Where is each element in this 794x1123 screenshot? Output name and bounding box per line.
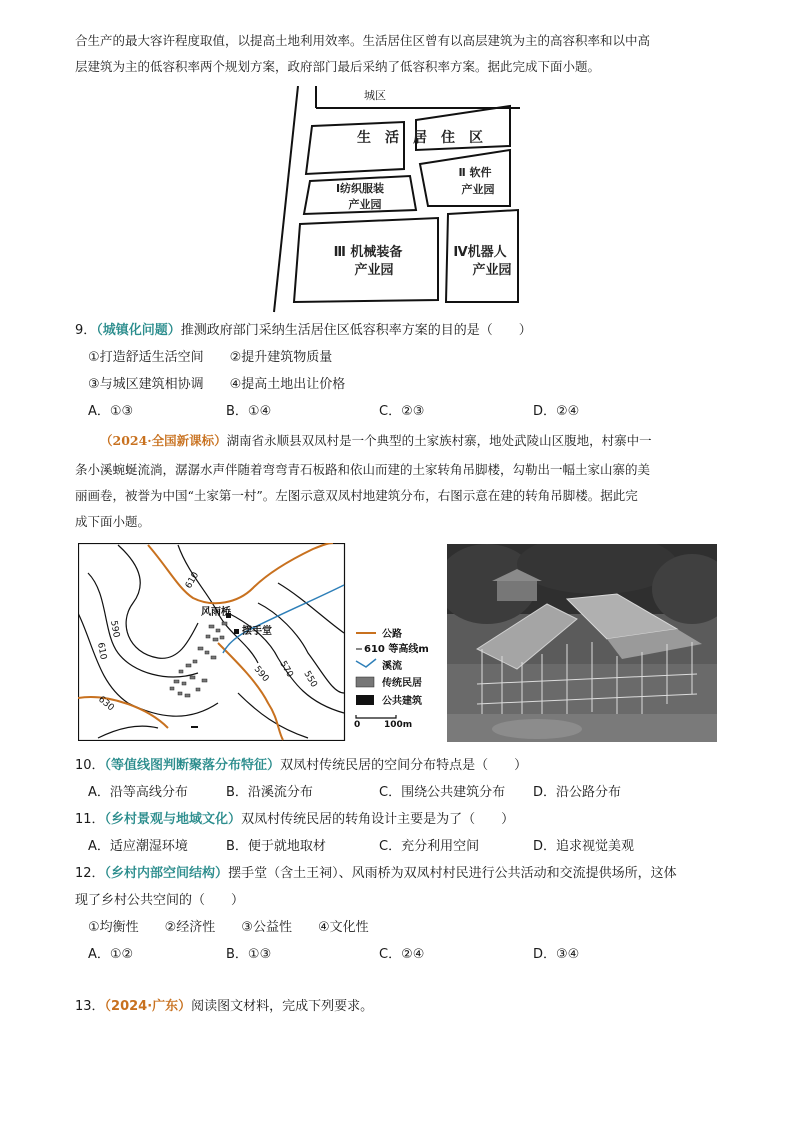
q13-stem-line [75, 998, 373, 1016]
passage2-line3: 丽画卷，被誉为中国“土家第一村”。左图示意双凤村地建筑分布，右图示意在建的转角吊脚楼。据此完 [75, 488, 638, 503]
q9-number: 9． [75, 323, 97, 338]
q11-stem-line [75, 811, 514, 829]
legend-public-building: 公共建筑 [382, 696, 422, 707]
planning-map [270, 86, 530, 314]
contour-label-590-right: 590 [251, 664, 271, 685]
q11-number: 11． [75, 812, 105, 827]
zone3-line2: 产业园 [354, 263, 394, 278]
village-contour-map [78, 543, 443, 741]
q9-stem: 推测政府部门采纳生活居住区低容积率方案的目的是（ ） [180, 323, 532, 338]
contour-label-610-top: 610 [183, 570, 202, 591]
q12-option-c[interactable]: C．②④ [379, 947, 425, 962]
q11-option-a[interactable]: A．适应潮湿环境 [88, 839, 188, 854]
stilted-house-photo [447, 544, 717, 742]
q12-items: ①均衡性 ②经济性 ③公益性 ④文化性 [88, 920, 369, 935]
q9-stem-line [75, 322, 532, 340]
q12-number: 12． [75, 866, 105, 881]
q12-option-a[interactable]: A．①② [88, 947, 134, 962]
legend-contour: 610 等高线m [364, 644, 429, 655]
q11-stem: 双凤村传统民居的转角设计主要是为了（ ） [241, 812, 515, 827]
scale-length: 100m [384, 720, 413, 730]
passage2-line2: 条小溪蜿蜒流淌，潺潺水声伴随着弯弯青石板路和依山而建的土家转角吊脚楼，勾勒出一幅土家山寨的美 [75, 462, 651, 477]
q10-option-a[interactable]: A．沿等高线分布 [88, 785, 188, 800]
q10-option-b[interactable]: B．沿溪流分布 [226, 785, 313, 800]
passage2-line1 [100, 432, 652, 450]
contour-label-590-left: 590 [108, 619, 121, 639]
zone4-line1: Ⅳ机器人 [453, 245, 507, 260]
q9-option-c[interactable]: C．②③ [379, 404, 425, 419]
zone2-line2: 产业园 [461, 183, 495, 196]
q11-option-b[interactable]: B．便于就地取材 [226, 839, 326, 854]
zone3-line1: Ⅲ 机械装备 [333, 245, 403, 260]
zone1-line1: Ⅰ纺织服装 [335, 182, 385, 195]
q11-tag: （乡村景观与地域文化） [104, 812, 242, 827]
q9-option-a[interactable]: A．①③ [88, 404, 134, 419]
q12-stem-line2: 现了乡村公共空间的（ ） [75, 893, 245, 908]
q10-number: 10． [75, 758, 105, 773]
q9-items-line2: ③与城区建筑相协调 ④提高土地出让价格 [88, 377, 346, 392]
q12-option-b[interactable]: B．①③ [226, 947, 272, 962]
q10-option-d[interactable]: D．沿公路分布 [533, 785, 622, 800]
legend-traditional-house: 传统民居 [382, 678, 422, 689]
contour-label-630: 630 [96, 694, 116, 714]
city-label: 城区 [364, 89, 386, 102]
q10-tag: （等值线图判断聚落分布特征） [104, 758, 281, 773]
q10-option-c[interactable]: C．围绕公共建筑分布 [379, 785, 506, 800]
legend-stream: 溪流 [382, 661, 402, 672]
residential-zone-label: 生 活 居 住 区 [357, 130, 483, 146]
intro-line-1: 合生产的最大容许程度取值，以提高土地利用效率。生活居住区曾有以高层建筑为主的高容积率和以中高 [75, 33, 651, 48]
contour-label-570: 570 [277, 659, 295, 680]
q9-items-line1: ①打造舒适生活空间 ②提升建筑物质量 [88, 350, 333, 365]
q12-option-d[interactable]: D．③④ [533, 947, 580, 962]
contour-label-610-left: 610 [95, 641, 108, 661]
q9-option-d[interactable]: D．②④ [533, 404, 580, 419]
q13-stem: 阅读图文材料，完成下列要求。 [191, 999, 374, 1014]
q12-stem-line [75, 865, 677, 883]
q13-tag: （2024·广东） [104, 999, 192, 1014]
passage2-tag: （2024·全国新课标） [100, 433, 227, 448]
q12-tag: （乡村内部空间结构） [104, 866, 229, 881]
passage2-line1-text: 湖南省永顺县双凤村是一个典型的土家族村寨，地处武陵山区腹地，村寨中一 [226, 433, 652, 448]
baishou-hall-label: 摆手堂 [242, 626, 272, 637]
q11-option-d[interactable]: D．追求视觉美观 [533, 839, 635, 854]
zone2-line1: Ⅱ 软件 [458, 166, 492, 179]
wind-rain-bridge-label: 风雨桥 [201, 607, 231, 618]
contour-label-550: 550 [301, 669, 319, 690]
intro-line-2: 层建筑为主的低容积率两个规划方案，政府部门最后采纳了低容积率方案。据此完成下面小题。 [75, 59, 601, 74]
q10-stem-line [75, 757, 527, 775]
scale-zero: 0 [354, 720, 361, 730]
q10-stem: 双凤村传统民居的空间分布特点是（ ） [280, 758, 528, 773]
q11-option-c[interactable]: C．充分利用空间 [379, 839, 480, 854]
q12-stem: 摆手堂（含土王祠）、风雨桥为双凤村村民进行公共活动和交流提供场所，这体 [228, 866, 677, 881]
zone1-line2: 产业园 [348, 198, 382, 211]
passage2-line4: 成下面小题。 [75, 514, 151, 529]
legend-road: 公路 [382, 629, 402, 640]
zone4-line2: 产业园 [472, 263, 512, 278]
q13-number: 13． [75, 999, 105, 1014]
q9-option-b[interactable]: B．①④ [226, 404, 272, 419]
q9-tag: （城镇化问题） [96, 323, 181, 338]
